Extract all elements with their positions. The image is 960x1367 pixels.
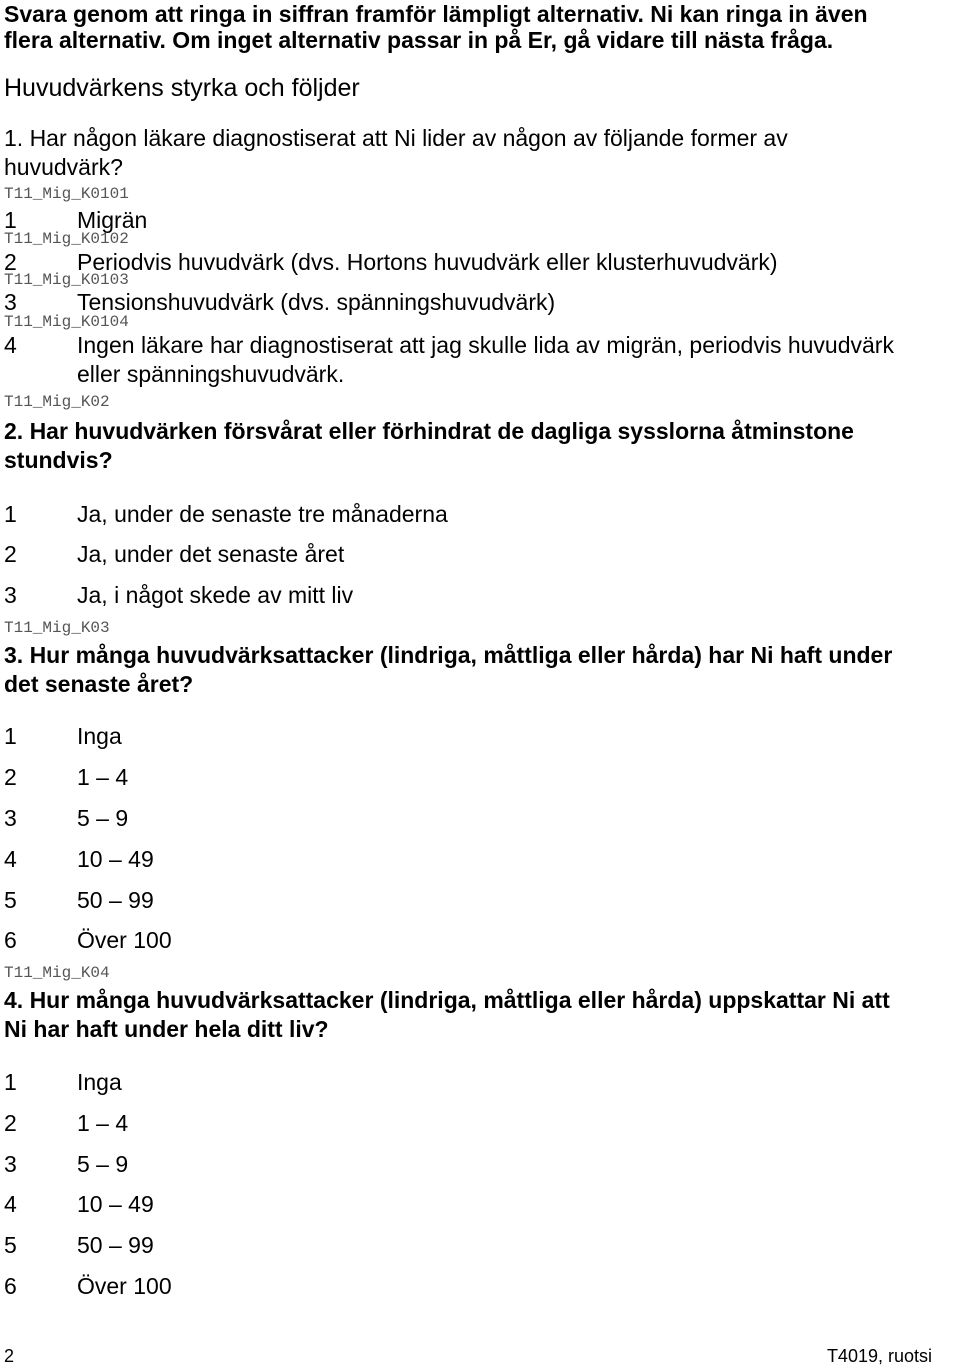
q4-option-5-number[interactable]: 5 xyxy=(4,1232,17,1258)
q4-option-2-label: 1 – 4 xyxy=(77,1110,129,1136)
q3-option-6-number[interactable]: 6 xyxy=(4,927,17,953)
q1-option-2-code: T11_Mig_K0102 xyxy=(4,230,129,248)
q2-option-2-number[interactable]: 2 xyxy=(4,541,17,567)
q4-option-3-label: 5 – 9 xyxy=(77,1151,129,1177)
q1-option-4-label: Ingen läkare har diagnostiserat att jag skulle lida av migrän, periodvis huvudvärk xyxy=(77,332,894,358)
q2-text-line-2: stundvis? xyxy=(4,447,113,473)
q1-option-4-number[interactable]: 4 xyxy=(4,332,17,358)
q4-option-2-number[interactable]: 2 xyxy=(4,1110,17,1136)
q3-code: T11_Mig_K03 xyxy=(4,619,110,637)
q4-option-6-number[interactable]: 6 xyxy=(4,1273,17,1299)
q3-option-3-label: 5 – 9 xyxy=(77,805,129,831)
q1-option-3-label: Tensionshuvudvärk (dvs. spänningshuvudvärk) xyxy=(77,289,556,315)
q3-text-line-2: det senaste året? xyxy=(4,671,194,697)
q3-option-4-label: 10 – 49 xyxy=(77,846,154,872)
q2-option-3-number[interactable]: 3 xyxy=(4,582,17,608)
q4-code: T11_Mig_K04 xyxy=(4,964,110,982)
intro-line-2: flera alternativ. Om inget alternativ passar in på Er, gå vidare till nästa fråga. xyxy=(4,27,834,53)
q4-text-line-1: 4. Hur många huvudvärksattacker (lindriga, måttliga eller hårda) uppskattar Ni att xyxy=(4,987,890,1013)
q3-text-line-1: 3. Hur många huvudvärksattacker (lindriga, måttliga eller hårda) har Ni haft under xyxy=(4,642,893,668)
q2-code: T11_Mig_K02 xyxy=(4,393,110,411)
q1-option-4-code: T11_Mig_K0104 xyxy=(4,313,129,331)
q3-option-1-number[interactable]: 1 xyxy=(4,723,17,749)
q1-text-line-1: 1. Har någon läkare diagnostiserat att Ni lider av någon av följande former av xyxy=(4,125,788,151)
q3-option-3-number[interactable]: 3 xyxy=(4,805,17,831)
section-heading: Huvudvärkens styrka och följder xyxy=(4,74,360,102)
q4-option-3-number[interactable]: 3 xyxy=(4,1151,17,1177)
q2-option-1-number[interactable]: 1 xyxy=(4,501,17,527)
q2-option-3-label: Ja, i något skede av mitt liv xyxy=(77,582,354,608)
document-id: T4019, ruotsi xyxy=(826,1346,932,1366)
q3-option-2-number[interactable]: 2 xyxy=(4,764,17,790)
q2-text-line-1: 2. Har huvudvärken försvårat eller förhindrat de dagliga sysslorna åtminstone xyxy=(4,418,854,444)
q1-option-4-label-line-2: eller spänningshuvudvärk. xyxy=(77,361,345,387)
q4-option-6-label: Över 100 xyxy=(77,1273,172,1299)
q3-option-1-label: Inga xyxy=(77,723,122,749)
intro-line-1: Svara genom att ringa in siffran framför lämpligt alternativ. Ni kan ringa in även xyxy=(4,1,868,27)
q3-option-6-label: Över 100 xyxy=(77,927,172,953)
q3-option-5-label: 50 – 99 xyxy=(77,887,154,913)
q4-option-1-number[interactable]: 1 xyxy=(4,1069,17,1095)
q3-option-5-number[interactable]: 5 xyxy=(4,887,17,913)
q1-option-3-code: T11_Mig_K0103 xyxy=(4,271,129,289)
q4-option-4-label: 10 – 49 xyxy=(77,1191,154,1217)
q1-text-line-2: huvudvärk? xyxy=(4,154,123,180)
page-number: 2 xyxy=(4,1346,15,1366)
q3-option-4-number[interactable]: 4 xyxy=(4,846,17,872)
q2-option-2-label: Ja, under det senaste året xyxy=(77,541,345,567)
q1-option-2-label: Periodvis huvudvärk (dvs. Hortons huvudvärk eller klusterhuvudvärk) xyxy=(77,249,778,275)
q1-option-1-label: Migrän xyxy=(77,207,148,233)
q4-option-1-label: Inga xyxy=(77,1069,122,1095)
q4-option-5-label: 50 – 99 xyxy=(77,1232,154,1258)
q1-option-2-number[interactable]: 2 xyxy=(4,249,17,275)
q1-option-1-code: T11_Mig_K0101 xyxy=(4,185,129,203)
q3-option-2-label: 1 – 4 xyxy=(77,764,129,790)
q1-option-3-number[interactable]: 3 xyxy=(4,289,17,315)
q1-option-1-number[interactable]: 1 xyxy=(4,207,17,233)
q4-text-line-2: Ni har haft under hela ditt liv? xyxy=(4,1016,329,1042)
q4-option-4-number[interactable]: 4 xyxy=(4,1191,17,1217)
q2-option-1-label: Ja, under de senaste tre månaderna xyxy=(77,501,448,527)
